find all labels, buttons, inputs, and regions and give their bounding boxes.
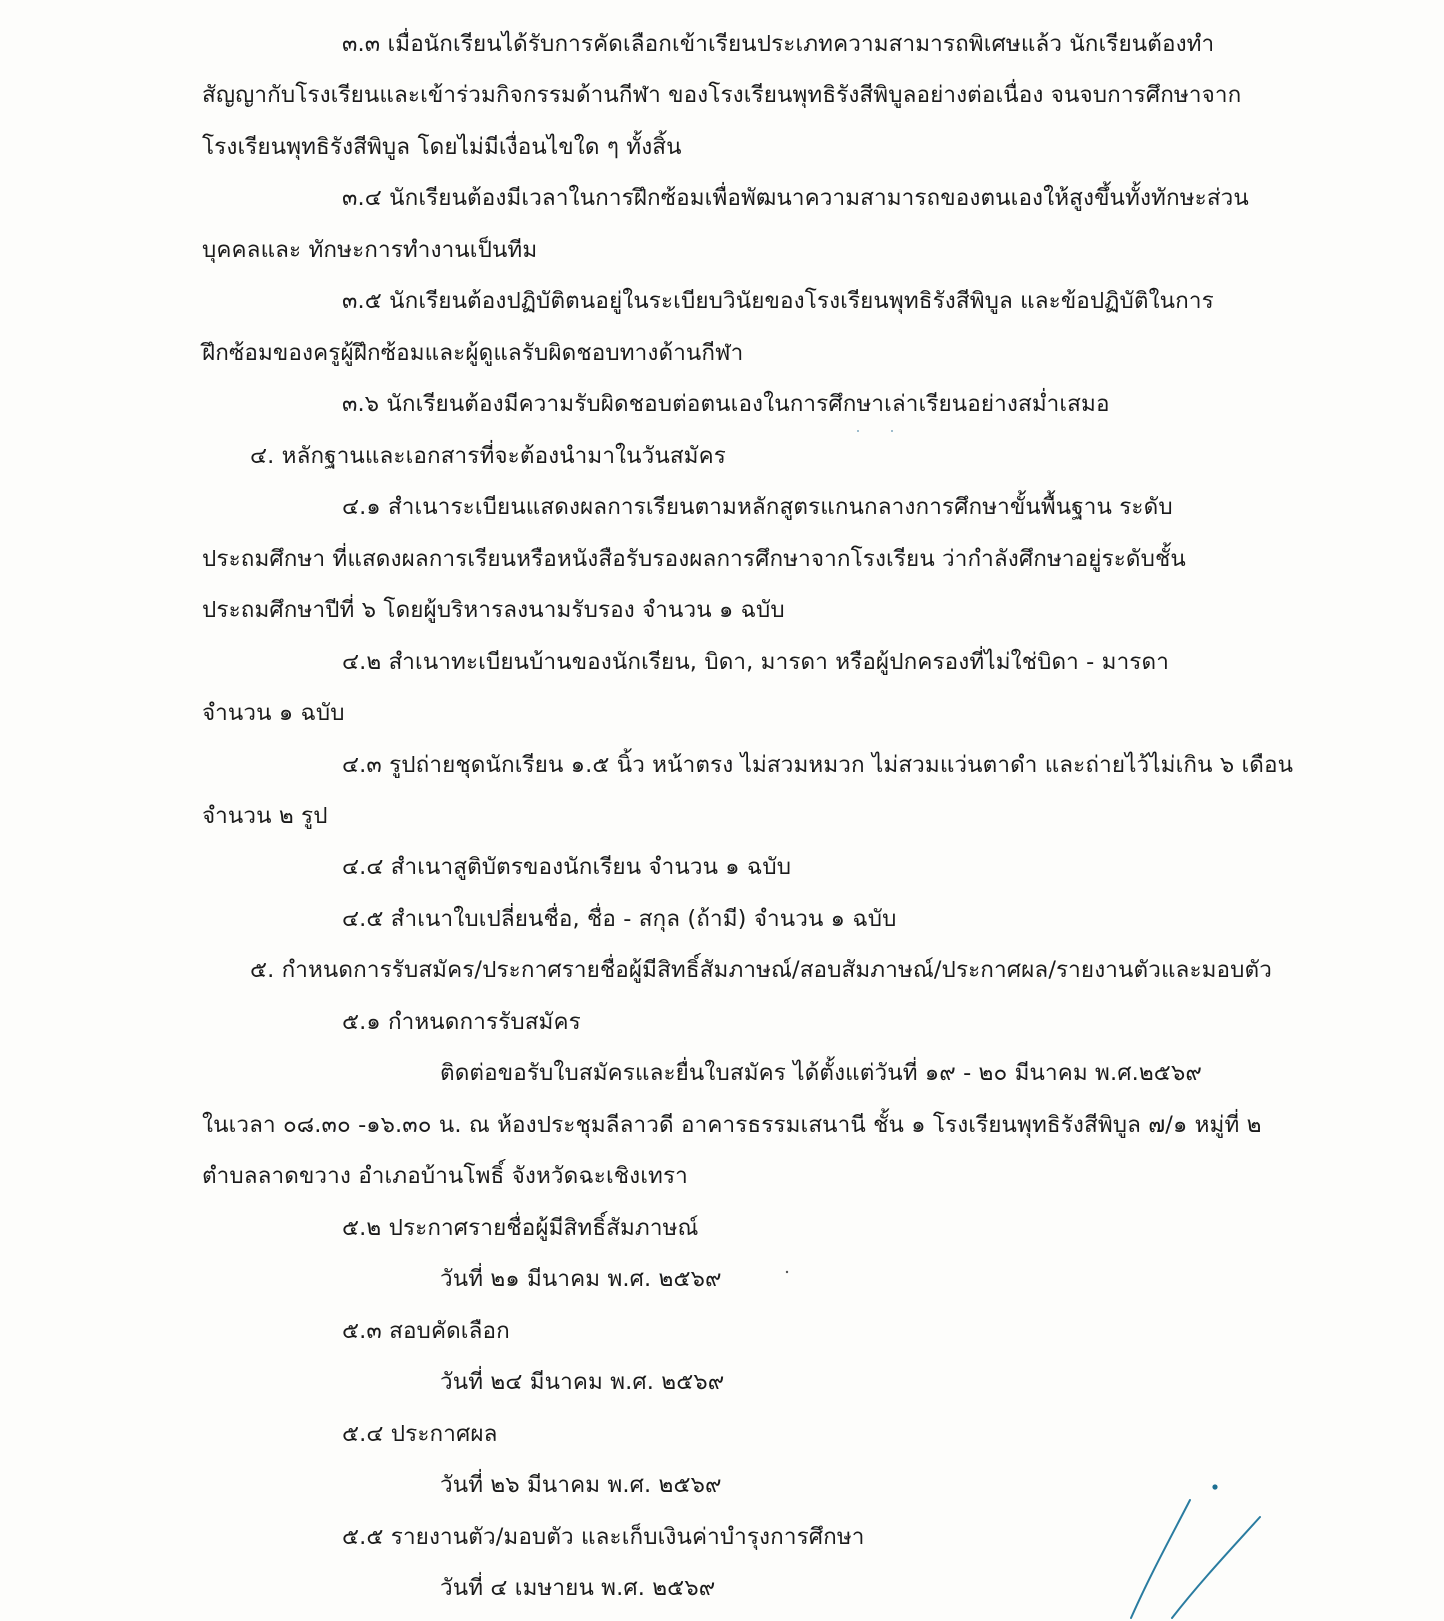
clause-4-2-line-2: จำนวน ๑ ฉบับ	[202, 700, 345, 726]
section-4-heading: ๔. หลักฐานและเอกสารที่จะต้องนำมาในวันสมัคร	[250, 443, 726, 469]
clause-4-1-line-3: ประถมศึกษาปีที่ ๖ โดยผู้บริหารลงนามรับรอง จำนวน ๑ ฉบับ	[202, 597, 785, 623]
clause-4-5: ๔.๕ สำเนาใบเปลี่ยนชื่อ, ชื่อ - สกุล (ถ้ามี) จำนวน ๑ ฉบับ	[342, 906, 897, 932]
clause-5-2-date: วันที่ ๒๑ มีนาคม พ.ศ. ๒๕๖๙	[440, 1266, 722, 1292]
clause-4-3-line-1: ๔.๓ รูปถ่ายชุดนักเรียน ๑.๕ นิ้ว หน้าตรง ไม่สวมหมวก ไม่สวมแว่นตาดำ และถ่ายไว้ไม่เกิน ๖ เดือน	[342, 752, 1294, 778]
clause-5-3-heading: ๕.๓ สอบคัดเลือก	[342, 1318, 510, 1344]
clause-5-4-heading: ๕.๔ ประกาศผล	[342, 1421, 498, 1447]
clause-5-2-heading: ๕.๒ ประกาศรายชื่อผู้มีสิทธิ์สัมภาษณ์	[342, 1215, 699, 1241]
clause-3-5-line-1: ๓.๕ นักเรียนต้องปฏิบัติตนอยู่ในระเบียบวินัยของโรงเรียนพุทธิรังสีพิบูล และข้อปฏิบัติในการ	[342, 288, 1214, 314]
clause-3-4-line-2: บุคคลและ ทักษะการทำงานเป็นทีม	[202, 237, 538, 263]
clause-4-3-line-2: จำนวน ๒ รูป	[202, 803, 328, 829]
clause-5-1-heading: ๕.๑ กำหนดการรับสมัคร	[342, 1009, 581, 1035]
clause-3-3-line-3: โรงเรียนพุทธิรังสีพิบูล โดยไม่มีเงื่อนไขใด ๆ ทั้งสิ้น	[202, 134, 682, 160]
clause-3-3-line-2: สัญญากับโรงเรียนและเข้าร่วมกิจกรรมด้านกีฬา ของโรงเรียนพุทธิรังสีพิบูลอย่างต่อเนื่อง จนจบการศึกษาจาก	[202, 82, 1242, 108]
clause-5-1-line-2: ในเวลา ๐๘.๓๐ -๑๖.๓๐ น. ณ ห้องประชุมลีลาวดี อาคารธรรมเสนานี ชั้น ๑ โรงเรียนพุทธิรังสีพิบูล ๗/๑ หมู่ที่ ๒	[202, 1112, 1262, 1138]
clause-5-4-date: วันที่ ๒๖ มีนาคม พ.ศ. ๒๕๖๙	[440, 1472, 722, 1498]
clause-3-5-line-2: ฝึกซ้อมของครูผู้ฝึกซ้อมและผู้ดูแลรับผิดชอบทางด้านกีฬา	[202, 340, 744, 366]
clause-3-3-line-1: ๓.๓ เมื่อนักเรียนได้รับการคัดเลือกเข้าเรียนประเภทความสามารถพิเศษแล้ว นักเรียนต้องทำ	[342, 31, 1215, 57]
clause-5-5-heading: ๕.๕ รายงานตัว/มอบตัว และเก็บเงินค่าบำรุงการศึกษา	[342, 1524, 865, 1550]
section-5-heading: ๕. กำหนดการรับสมัคร/ประกาศรายชื่อผู้มีสิทธิ์สัมภาษณ์/สอบสัมภาษณ์/ประกาศผล/รายงานตัวและมอบตัว	[250, 957, 1272, 983]
clause-5-1-line-1: ติดต่อขอรับใบสมัครและยื่นใบสมัคร ได้ตั้งแต่วันที่ ๑๙ - ๒๐ มีนาคม พ.ศ.๒๕๖๙	[440, 1060, 1202, 1086]
clause-3-4-line-1: ๓.๔ นักเรียนต้องมีเวลาในการฝึกซ้อมเพื่อพัฒนาความสามารถของตนเองให้สูงขึ้นทั้งทักษะส่วน	[342, 185, 1249, 211]
clause-4-2-line-1: ๔.๒ สำเนาทะเบียนบ้านของนักเรียน, บิดา, มารดา หรือผู้ปกครองที่ไม่ใช่บิดา - มารดา	[342, 649, 1169, 675]
clause-5-5-date: วันที่ ๔ เมษายน พ.ศ. ๒๕๖๙	[440, 1575, 716, 1601]
clause-5-1-line-3: ตำบลลาดขวาง อำเภอบ้านโพธิ์ จังหวัดฉะเชิงเทรา	[202, 1163, 688, 1189]
clause-5-3-date: วันที่ ๒๔ มีนาคม พ.ศ. ๒๕๖๙	[440, 1369, 725, 1395]
clause-4-1-line-1: ๔.๑ สำเนาระเบียนแสดงผลการเรียนตามหลักสูตรแกนกลางการศึกษาขั้นพื้นฐาน ระดับ	[342, 494, 1173, 520]
clause-4-1-line-2: ประถมศึกษา ที่แสดงผลการเรียนหรือหนังสือรับรองผลการศึกษาจากโรงเรียน ว่ากำลังศึกษาอยู่ระดับชั้น	[202, 546, 1186, 572]
clause-4-4: ๔.๔ สำเนาสูติบัตรของนักเรียน จำนวน ๑ ฉบับ	[342, 854, 792, 880]
clause-3-6: ๓.๖ นักเรียนต้องมีความรับผิดชอบต่อตนเองในการศึกษาเล่าเรียนอย่างสม่ำเสมอ	[342, 391, 1110, 417]
